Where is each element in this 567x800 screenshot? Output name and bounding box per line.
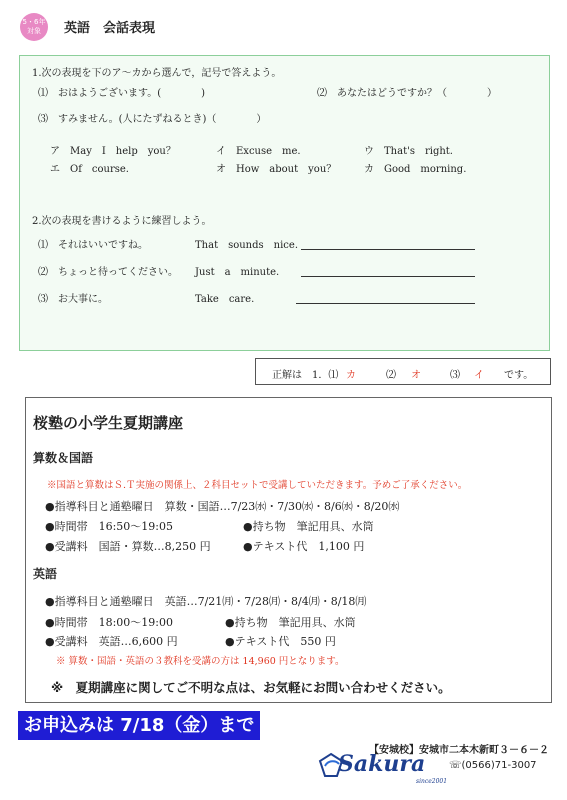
choice-item: エ Of course. [50, 164, 129, 175]
english-belongings: ●持ち物 筆記用具、水筒 [225, 616, 356, 629]
q1-item: ⑴ おはようございます。( ) [38, 88, 206, 99]
q2-japanese: ⑴ それはいいですね。 [38, 240, 148, 251]
english-heading: 英語 [33, 567, 58, 581]
english-fee: ●受講料 英語…6,600 円 [45, 635, 178, 648]
english-textbook-fee: ●テキスト代 550 円 [225, 635, 336, 648]
choice-item: オ How about you？ [216, 164, 337, 175]
q2-instruction: 2.次の表現を書けるように練習しよう。 [32, 216, 212, 227]
answer-1: カ [346, 370, 356, 381]
math-belongings: ●持ち物 筆記用具、水筒 [243, 520, 374, 533]
english-note: ※ 算数・国語・英語の３教科を受講の方は 14,960 円となります。 [56, 656, 345, 667]
inquiry-note: ※ 夏期講座に関してご不明な点は、お気軽にお問い合わせください。 [51, 680, 451, 695]
answer-label: 正解は 1．⑴ [272, 370, 339, 381]
choice-item: イ Excuse me. [216, 146, 301, 157]
answer-2-label: ⑵ [386, 370, 396, 381]
q2-japanese: ⑶ お大事に。 [38, 294, 108, 305]
school-address: 【安城校】安城市二本木新町３－６－２ [369, 745, 549, 756]
choice-item: カ Good morning. [364, 164, 467, 175]
answer-2: オ [411, 370, 421, 381]
math-fee: ●受講料 国語・算数…8,250 円 [45, 540, 211, 553]
q1-instruction: 1.次の表現を下のア～カから選んで，記号で答えよう。 [32, 68, 282, 79]
writing-line[interactable] [301, 249, 475, 250]
writing-line[interactable] [301, 276, 475, 277]
writing-line[interactable] [296, 303, 475, 304]
math-schedule: ●指導科目と通塾曜日 算数・国語…7/23㈬・7/30㈬・8/6㈬・8/20㈬ [45, 500, 400, 513]
english-schedule: ●指導科目と通塾曜日 英語…7/21㈪・7/28㈪・8/4㈪・8/18㈪ [45, 595, 367, 608]
math-heading: 算数＆国語 [33, 451, 94, 465]
q2-english: Just a minute. [195, 267, 280, 278]
q2-japanese: ⑵ ちょっと待ってください。 [38, 267, 178, 278]
badge-line1: 5・6年 [22, 18, 46, 26]
deadline-banner: お申込みは 7/18（金）まで [18, 711, 260, 740]
answer-suffix: です。 [504, 370, 534, 381]
grade-badge [20, 13, 48, 41]
phone-number: ☏(0566)71-3007 [449, 760, 537, 771]
choice-item: ウ That's right. [364, 146, 453, 157]
math-textbook-fee: ●テキスト代 1,100 円 [243, 540, 365, 553]
course-title: 桜塾の小学生夏期講座 [33, 414, 184, 432]
answer-3: イ [474, 370, 484, 381]
q2-english: Take care. [195, 294, 255, 305]
english-time: ●時間帯 18:00～19:00 [45, 616, 173, 629]
logo-since: since2001 [416, 778, 448, 785]
exercise-box [19, 55, 550, 351]
math-note: ※国語と算数はＳ.Ｔ実施の関係上、２科目セットで受講していただきます。予めご了承ください。 [47, 480, 468, 491]
q1-item: ⑶ すみません。(人にたずねるとき)（ ） [38, 114, 267, 125]
choice-item: ア May I help you？ [50, 146, 176, 157]
badge-line2: 対象 [27, 27, 41, 35]
math-time: ●時間帯 16:50～19:05 [45, 520, 173, 533]
answer-3-label: ⑶ [450, 370, 460, 381]
q2-english: That sounds nice. [195, 240, 298, 251]
page-title: 英語 会話表現 [64, 21, 156, 36]
sakura-logo-text: Sakura [338, 751, 426, 777]
q1-item: ⑵ あなたはどうですか？（ ） [317, 88, 497, 99]
